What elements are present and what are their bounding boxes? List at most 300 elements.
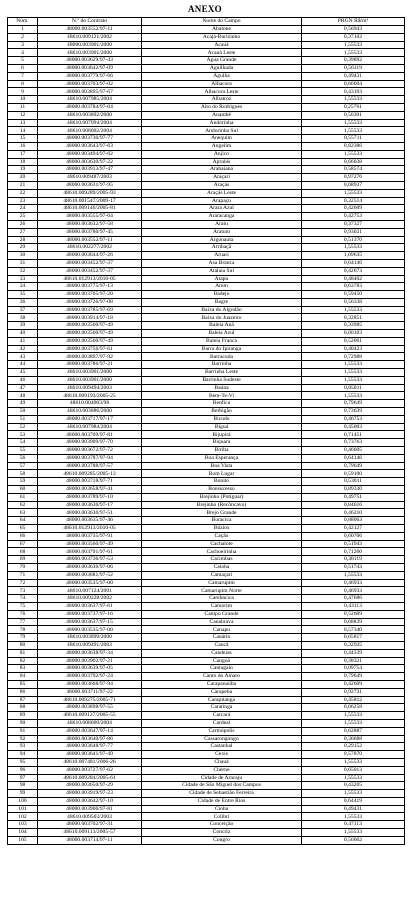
cell-field-name: Albacora Leste — [142, 88, 302, 96]
cell-num: 90 — [8, 719, 38, 727]
cell-contract: 48000.003630/97-22 — [38, 158, 142, 166]
table-row — [8, 431, 405, 439]
table-row — [8, 470, 405, 478]
cell-prgn: 0,38119 — [302, 556, 405, 564]
cell-field-name: Brejinho (Potiguar) — [142, 493, 302, 501]
cell-prgn: 0,56119 — [302, 64, 405, 72]
table-row — [8, 493, 405, 501]
table-row — [8, 626, 405, 634]
cell-field-name: Camorim — [142, 602, 302, 610]
cell-field-name: Baixa do Juazeiro — [142, 314, 302, 322]
cell-field-name: Albacora — [142, 80, 302, 88]
cell-field-name: Angelim — [142, 142, 302, 150]
cell-contract: 48000.003642/97-10 — [38, 797, 142, 805]
cell-prgn: 0,79649 — [302, 400, 405, 408]
cell-field-name: Cangoá — [142, 657, 302, 665]
table-row — [8, 509, 405, 517]
cell-contract: 48000.003718/97-71 — [38, 478, 142, 486]
cell-contract: 48000.003895/97-67 — [38, 88, 142, 96]
cell-contract: 48000.003714/97-11 — [38, 836, 142, 844]
cell-field-name: Atalaia Sul — [142, 267, 302, 275]
cell-contract: 48000.003788/97-57 — [38, 462, 142, 470]
table-row — [8, 595, 405, 603]
table-row — [8, 127, 405, 135]
table-row — [8, 384, 405, 392]
cell-prgn: 0,48402 — [302, 275, 405, 283]
table-row — [8, 220, 405, 228]
cell-contract: 48610.003899/2000 — [38, 634, 142, 642]
cell-num: 94 — [8, 751, 38, 759]
cell-contract: 48000.003452/97-37 — [38, 267, 142, 275]
cell-contract: 48000.003560/97-49 — [38, 322, 142, 330]
cell-field-name: Atum — [142, 283, 302, 291]
cell-contract: 48610.009491/2003 — [38, 641, 142, 649]
cell-num: 89 — [8, 712, 38, 720]
cell-prgn: 0,57340 — [302, 626, 405, 634]
table-row — [8, 805, 405, 813]
cell-field-name: Caioba — [142, 563, 302, 571]
cell-prgn: 0,49751 — [302, 493, 405, 501]
cell-contract: 48000.003737/97-16 — [38, 610, 142, 618]
cell-field-name: Arapaçu — [142, 197, 302, 205]
table-row — [8, 259, 405, 267]
cell-num: 104 — [8, 829, 38, 837]
cell-field-name: Boa Vista — [142, 462, 302, 470]
table-row — [8, 189, 405, 197]
cell-num: 37 — [8, 306, 38, 314]
cell-prgn: 0,79649 — [302, 462, 405, 470]
cell-prgn: 0,42673 — [302, 267, 405, 275]
table-row — [8, 423, 405, 431]
cell-field-name: Canário — [142, 634, 302, 642]
table-row — [8, 330, 405, 338]
cell-contract: 48610.009487/2003 — [38, 174, 142, 182]
cell-field-name: Baleia Azul — [142, 330, 302, 338]
cell-contract: 48000.003658/97-41 — [38, 486, 142, 494]
table-row — [8, 478, 405, 486]
table-row — [8, 80, 405, 88]
cell-field-name: Bom Lugar — [142, 470, 302, 478]
cell-field-name: Cação — [142, 532, 302, 540]
cell-prgn: 1,55533 — [302, 376, 405, 384]
table-row — [8, 26, 405, 34]
cell-num: 38 — [8, 314, 38, 322]
cell-prgn: 1,55533 — [302, 712, 405, 720]
cell-contract: 48000.003702/97-31 — [38, 821, 142, 829]
table-row — [8, 244, 405, 252]
cell-contract: 48000.003756/97-61 — [38, 345, 142, 353]
cell-num: 86 — [8, 688, 38, 696]
cell-contract: 48610.009275/2005-71 — [38, 696, 142, 704]
cell-contract: 48000.003639/97-05 — [38, 665, 142, 673]
cell-prgn: 0,97276 — [302, 174, 405, 182]
cell-field-name: Barrinha Leste — [142, 369, 302, 377]
cell-field-name: Canapu — [142, 626, 302, 634]
cell-contract: 48000.003642/97-09 — [38, 64, 142, 72]
cell-contract: 48610.001547/2009-17 — [38, 197, 142, 205]
cell-num: 96 — [8, 766, 38, 774]
table-row — [8, 103, 405, 111]
cell-prgn: 0,65817 — [302, 634, 405, 642]
cell-prgn: 1,55533 — [302, 758, 405, 766]
table-row — [8, 673, 405, 681]
cell-field-name: Cantagalo — [142, 665, 302, 673]
cell-contract: 48000.003709/97-81 — [38, 431, 142, 439]
cell-num: 30 — [8, 252, 38, 260]
cell-contract: 48000.003635/97-46 — [38, 517, 142, 525]
cell-num: 8 — [8, 80, 38, 88]
cell-contract: 48000.003780/97-45 — [38, 228, 142, 236]
cell-field-name: Arara Azul — [142, 205, 302, 213]
cell-prgn: 0,37102 — [302, 33, 405, 41]
cell-num: 24 — [8, 205, 38, 213]
table-row — [8, 166, 405, 174]
cell-prgn: 0,46210 — [302, 509, 405, 517]
cell-contract: 48000.003535/97-00 — [38, 626, 142, 634]
cell-num: 4 — [8, 49, 38, 57]
cell-num: 39 — [8, 322, 38, 330]
cell-prgn: 1,55533 — [302, 306, 405, 314]
cell-prgn: 0,63783 — [302, 283, 405, 291]
cell-prgn: 0,92731 — [302, 688, 405, 696]
cell-num: 49 — [8, 400, 38, 408]
cell-num: 80 — [8, 641, 38, 649]
cell-num: 59 — [8, 478, 38, 486]
cell-prgn: 0,71260 — [302, 548, 405, 556]
cell-field-name: Carcará — [142, 712, 302, 720]
cell-prgn: 0,36688 — [302, 735, 405, 743]
cell-field-name: Baúna — [142, 384, 302, 392]
cell-field-name: Cherne — [142, 766, 302, 774]
cell-prgn: 1,55533 — [302, 41, 405, 49]
cell-prgn: 0,52609 — [302, 610, 405, 618]
cell-contract: 48000.003644/97-26 — [38, 252, 142, 260]
cell-contract: 48000.003638/97-34 — [38, 649, 142, 657]
table-row — [8, 743, 405, 751]
cell-field-name: Bonsucesso — [142, 486, 302, 494]
cell-num: 81 — [8, 649, 38, 657]
cell-num: 77 — [8, 618, 38, 626]
cell-contract: 48000.003681/97-52 — [38, 571, 142, 579]
cell-field-name: Cardeal — [142, 719, 302, 727]
cell-num: 99 — [8, 790, 38, 798]
cell-num: 105 — [8, 836, 38, 844]
table-row — [8, 602, 405, 610]
cell-prgn: 0,42609 — [302, 680, 405, 688]
cell-contract: 48000.003897/97-92 — [38, 353, 142, 361]
cell-num: 31 — [8, 259, 38, 267]
cell-field-name: Benfica — [142, 400, 302, 408]
cell-field-name: Andorinha — [142, 119, 302, 127]
table-row — [8, 735, 405, 743]
cell-num: 42 — [8, 345, 38, 353]
cell-field-name: Alto do Rodrigues — [142, 103, 302, 111]
cell-prgn: 0,59450 — [302, 291, 405, 299]
cell-field-name: Camarupim Norte — [142, 587, 302, 595]
table-row — [8, 353, 405, 361]
cell-contract: 48610.007984/2004 — [38, 423, 142, 431]
cell-prgn: 0,46933 — [302, 579, 405, 587]
cell-field-name: Cidade de São Miguel dos Campos — [142, 782, 302, 790]
cell-field-name: Canabrava — [142, 618, 302, 626]
cell-num: 46 — [8, 376, 38, 384]
cell-field-name: Cambacica — [142, 595, 302, 603]
cell-field-name: Cachalote — [142, 540, 302, 548]
cell-num: 61 — [8, 493, 38, 501]
cell-contract: 48000.003785/97-69 — [38, 306, 142, 314]
cell-num: 68 — [8, 548, 38, 556]
cell-prgn: 1,55533 — [302, 369, 405, 377]
cell-contract: 48000.003784/97-04 — [38, 103, 142, 111]
cell-prgn: 0,44339 — [302, 649, 405, 657]
header-field-name: Nome do Campo — [142, 18, 302, 26]
table-row — [8, 797, 405, 805]
cell-prgn: 0,40423 — [302, 345, 405, 353]
cell-field-name: Búzios — [142, 525, 302, 533]
cell-contract: 48000.003535/97-00 — [38, 579, 142, 587]
cell-contract: 48000.003637/97-15 — [38, 618, 142, 626]
cell-contract: 48000.003919/97-23 — [38, 790, 142, 798]
cell-field-name: Brejinho (Recôncavo) — [142, 501, 302, 509]
cell-prgn: 0,09754 — [302, 665, 405, 673]
cell-field-name: Anambé — [142, 111, 302, 119]
cell-contract: 48000.003789/97-10 — [38, 493, 142, 501]
page-title: ANEXO — [187, 4, 222, 14]
cell-contract: 48000.003792/97-24 — [38, 673, 142, 681]
cell-contract: 48000.003717/97-17 — [38, 415, 142, 423]
table-row — [8, 439, 405, 447]
cell-num: 7 — [8, 72, 38, 80]
cell-field-name: Chauá — [142, 758, 302, 766]
cell-contract: 48000.003902/97-21 — [38, 657, 142, 665]
cell-contract: 48610.003901/2000 — [38, 49, 142, 57]
cell-num: 47 — [8, 384, 38, 392]
cell-contract: 48610.007124/2001 — [38, 587, 142, 595]
table-row — [8, 501, 405, 509]
table-row — [8, 696, 405, 704]
table-row — [8, 634, 405, 642]
cell-contract: 48000.003786/97-21 — [38, 361, 142, 369]
cell-contract: 48000.003726/97-08 — [38, 298, 142, 306]
cell-field-name: Cacimbas — [142, 556, 302, 564]
cell-prgn: 0,93021 — [302, 228, 405, 236]
table-row — [8, 610, 405, 618]
table-row — [8, 96, 405, 104]
cell-prgn: 0,43113 — [302, 602, 405, 610]
cell-prgn: 1,09635 — [302, 252, 405, 260]
cell-contract: 48000.003705/97-20 — [38, 291, 142, 299]
cell-contract: 48000.003648/97-77 — [38, 743, 142, 751]
cell-contract: 48000.003452/97-37 — [38, 259, 142, 267]
cell-contract: 48000.003637/97-61 — [38, 602, 142, 610]
cell-field-name: Barracuda — [142, 353, 302, 361]
cell-field-name: Agulha — [142, 72, 302, 80]
cell-field-name: Carapanaúba — [142, 680, 302, 688]
table-row — [8, 415, 405, 423]
cell-prgn: 0,43103 — [302, 88, 405, 96]
cell-num: 82 — [8, 657, 38, 665]
cell-num: 75 — [8, 602, 38, 610]
cell-prgn: 0,79649 — [302, 673, 405, 681]
cell-contract: 48610.003901/2000 — [38, 369, 142, 377]
cell-field-name: Água Grande — [142, 57, 302, 65]
cell-field-name: Conceição — [142, 821, 302, 829]
cell-num: 33 — [8, 275, 38, 283]
cell-num: 74 — [8, 595, 38, 603]
table-row — [8, 369, 405, 377]
cell-contract: 48610.007985/2004 — [38, 96, 142, 104]
table-row — [8, 57, 405, 65]
cell-contract: 48610.009193/2005-25 — [38, 392, 142, 400]
cell-field-name: Baixa do Algodão — [142, 306, 302, 314]
table-row — [8, 641, 405, 649]
cell-contract: 48000.003735/97-91 — [38, 532, 142, 540]
cell-prgn: 0,46753 — [302, 415, 405, 423]
cell-contract: 48610.009228/2002 — [38, 595, 142, 603]
cell-num: 54 — [8, 439, 38, 447]
cell-prgn: 0,65013 — [302, 766, 405, 774]
cell-contract: 48000.003641/97-49 — [38, 751, 142, 759]
cell-num: 67 — [8, 540, 38, 548]
cell-field-name: Araracanga — [142, 213, 302, 221]
cell-field-name: Campo Grande — [142, 610, 302, 618]
cell-field-name: Brejo Grande — [142, 509, 302, 517]
cell-num: 26 — [8, 220, 38, 228]
cell-field-name: Concriz — [142, 829, 302, 837]
cell-num: 65 — [8, 525, 38, 533]
cell-prgn: 0,66038 — [302, 158, 405, 166]
cell-prgn: 0,64419 — [302, 797, 405, 805]
cell-num: 6 — [8, 64, 38, 72]
cell-field-name: Aratum — [142, 228, 302, 236]
cell-field-name: Cassarongongo — [142, 735, 302, 743]
cell-field-name: Acajá-Burizinho — [142, 33, 302, 41]
cell-prgn: 0,42609 — [302, 205, 405, 213]
cell-prgn: 1,55533 — [302, 150, 405, 158]
cell-contract: 48610.007994/2004 — [38, 119, 142, 127]
cell-num: 14 — [8, 127, 38, 135]
cell-prgn: 0,37327 — [302, 220, 405, 228]
cell-field-name: Asa Branca — [142, 259, 302, 267]
cell-contract: 48000.003711/97-22 — [38, 688, 142, 696]
table-row — [8, 291, 405, 299]
cell-contract: 48610.009146/2005-81 — [38, 205, 142, 213]
cell-prgn: 0,82386 — [302, 142, 405, 150]
cell-contract: 48000.003906/97-81 — [38, 805, 142, 813]
cell-contract: 48000.003629/97-43 — [38, 57, 142, 65]
table-row — [8, 758, 405, 766]
cell-num: 36 — [8, 298, 38, 306]
cell-contract: 48000.003555/97-64 — [38, 213, 142, 221]
cell-num: 3 — [8, 41, 38, 49]
cell-contract: 48000.003494/97-62 — [38, 150, 142, 158]
cell-prgn: 0,32514 — [302, 197, 405, 205]
cell-prgn: 1,55533 — [302, 49, 405, 57]
cell-contract: 48000.003636/97-06 — [38, 563, 142, 571]
cell-field-name: Aguilhada — [142, 64, 302, 72]
cell-prgn: 1,55533 — [302, 127, 405, 135]
cell-field-name: Cexis — [142, 751, 302, 759]
table-row — [8, 41, 405, 49]
table-row — [8, 408, 405, 416]
cell-num: 22 — [8, 189, 38, 197]
cell-contract: 48610.009121/2002 — [38, 33, 142, 41]
cell-contract: 48610.009284/2005-61 — [38, 774, 142, 782]
cell-field-name: Aratu — [142, 220, 302, 228]
cell-prgn: 0,52061 — [302, 337, 405, 345]
cell-field-name: Bicudo — [142, 415, 302, 423]
table-row — [8, 563, 405, 571]
cell-prgn: 0,50301 — [302, 111, 405, 119]
cell-field-name: Bagre — [142, 298, 302, 306]
cell-prgn: 0,62887 — [302, 727, 405, 735]
cell-contract: 48000.003632/97-58 — [38, 220, 142, 228]
cell-prgn: 0,73639 — [302, 408, 405, 416]
cell-prgn: 1,55533 — [302, 829, 405, 837]
cell-field-name: Camarupim — [142, 579, 302, 587]
table-row — [8, 275, 405, 283]
cell-field-name: Cidade de Entre Rios — [142, 797, 302, 805]
cell-field-name: Anequim — [142, 135, 302, 143]
table-row — [8, 782, 405, 790]
table-row — [8, 135, 405, 143]
cell-prgn: 0,33985 — [302, 322, 405, 330]
cell-num: 45 — [8, 369, 38, 377]
cell-prgn: 1,55533 — [302, 790, 405, 798]
cell-contract: 48000.003640/97-86 — [38, 735, 142, 743]
cell-num: 69 — [8, 556, 38, 564]
cell-contract: 48000.003703/97-02 — [38, 80, 142, 88]
cell-field-name: Cidade de Sebastião Ferreira — [142, 790, 302, 798]
table-row — [8, 665, 405, 673]
cell-num: 43 — [8, 353, 38, 361]
cell-num: 85 — [8, 680, 38, 688]
cell-num: 98 — [8, 782, 38, 790]
cell-num: 79 — [8, 634, 38, 642]
cell-num: 100 — [8, 797, 38, 805]
cell-contract: 48000.003791/97-61 — [38, 548, 142, 556]
cell-num: 32 — [8, 267, 38, 275]
cell-num: 19 — [8, 166, 38, 174]
cell-field-name: Arabaiana — [142, 166, 302, 174]
table-row — [8, 712, 405, 720]
cell-contract: 48610.009127/2005-55 — [38, 712, 142, 720]
cell-prgn: 0,51943 — [302, 540, 405, 548]
cell-prgn: 0,64146 — [302, 259, 405, 267]
cell-num: 18 — [8, 158, 38, 166]
cell-num: 34 — [8, 283, 38, 291]
cell-contract: 48000.003650/97-29 — [38, 782, 142, 790]
table-row — [8, 72, 405, 80]
table-row — [8, 174, 405, 182]
cell-field-name: Caratinga — [142, 704, 302, 712]
cell-contract: 48000.003736/97-53 — [38, 556, 142, 564]
contracts-table — [7, 17, 405, 845]
cell-num: 20 — [8, 174, 38, 182]
cell-contract: 48610.012913/2010-05 — [38, 525, 142, 533]
cell-prgn: 0,56338 — [302, 298, 405, 306]
table-row — [8, 205, 405, 213]
cell-num: 27 — [8, 228, 38, 236]
table-row — [8, 298, 405, 306]
cell-field-name: Andorinha Sul — [142, 127, 302, 135]
cell-prgn: 0,45003 — [302, 423, 405, 431]
cell-prgn: 0,47686 — [302, 595, 405, 603]
cell-contract: 48000.003636/97-17 — [38, 501, 142, 509]
cell-field-name: Cachoeirinha — [142, 548, 302, 556]
table-row — [8, 680, 405, 688]
cell-field-name: Arribaçã — [142, 244, 302, 252]
